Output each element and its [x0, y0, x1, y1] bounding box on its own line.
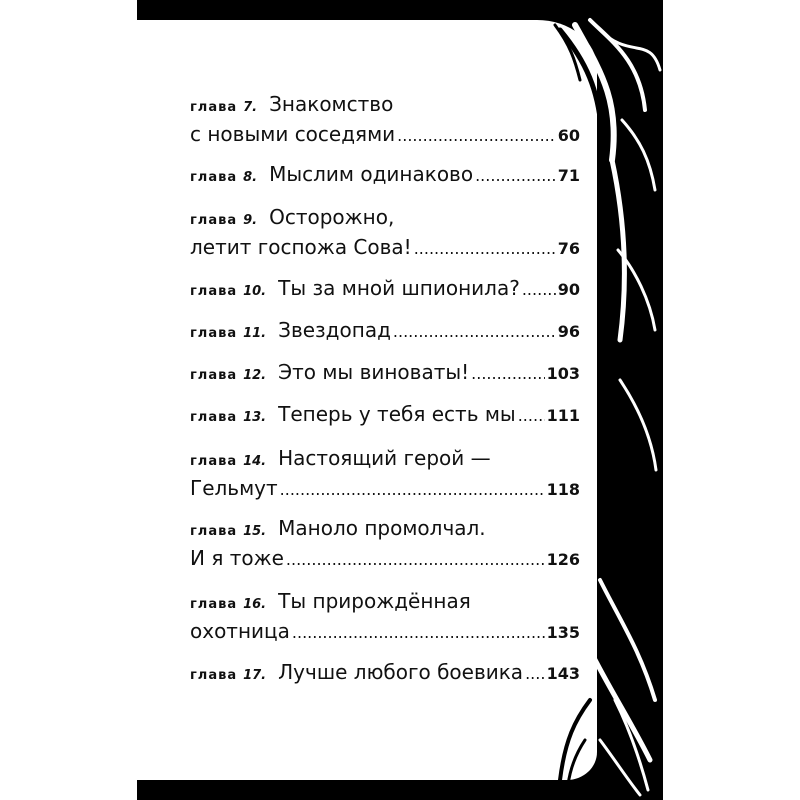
chapter-title: Ты прирождённая — [278, 589, 471, 613]
chapter-label: глава — [190, 213, 238, 228]
chapter-number: 16. — [243, 597, 267, 612]
toc-entry-14-line1 — [190, 446, 580, 476]
chapter-title: Теперь у тебя есть мы — [278, 402, 516, 426]
toc-entry-9-line1 — [190, 205, 580, 235]
chapter-title: Знакомство — [269, 92, 394, 116]
dot-leader — [475, 166, 556, 185]
toc-entry-11 — [190, 318, 580, 348]
chapter-number: 12. — [243, 368, 267, 383]
chapter-title-cont: охотница — [190, 619, 290, 643]
toc-entry-7-line1 — [190, 92, 580, 122]
chapter-title-cont: И я тоже — [190, 546, 284, 570]
chapter-title: Мыслим одинаково — [269, 162, 474, 186]
chapter-number: 9. — [243, 213, 258, 228]
dot-leader — [292, 623, 545, 642]
chapter-title-cont: Гельмут — [190, 476, 278, 500]
page-number: 103 — [546, 364, 580, 383]
chapter-number: 10. — [243, 284, 267, 299]
chapter-label: глава — [190, 170, 238, 185]
page-number: 111 — [546, 406, 580, 425]
chapter-label: глава — [190, 100, 238, 115]
chapter-number: 15. — [243, 524, 267, 539]
page-number: 76 — [557, 239, 580, 258]
chapter-label: глава — [190, 368, 238, 383]
toc-entry-15-line1 — [190, 516, 580, 546]
chapter-title: Настоящий герой — — [278, 446, 491, 470]
dot-leader — [518, 406, 545, 425]
chapter-number: 14. — [243, 454, 267, 469]
toc-entry-7-line2 — [190, 122, 580, 152]
chapter-number: 11. — [243, 326, 267, 341]
chapter-label: глава — [190, 284, 238, 299]
dot-leader — [522, 280, 556, 299]
page-number: 90 — [557, 280, 580, 299]
chapter-label: глава — [190, 454, 238, 469]
page-number: 126 — [546, 550, 580, 569]
dot-leader — [525, 664, 545, 683]
toc-entry-16-line1 — [190, 589, 580, 619]
dot-leader — [393, 322, 556, 341]
dot-leader — [414, 239, 556, 258]
toc-entry-10 — [190, 276, 580, 306]
chapter-number: 13. — [243, 410, 267, 425]
page-number: 71 — [557, 166, 580, 185]
chapter-number: 7. — [243, 100, 258, 115]
toc-entry-14-line2 — [190, 476, 580, 506]
dot-leader — [397, 126, 556, 145]
toc-entry-12 — [190, 360, 580, 390]
chapter-title: Ты за мной шпионила? — [278, 276, 520, 300]
chapter-title: Лучше любого боевика — [278, 660, 524, 684]
chapter-title-cont: с новыми соседями — [190, 122, 396, 146]
toc-entry-13 — [190, 402, 580, 432]
toc-entry-17 — [190, 660, 580, 690]
chapter-label: глава — [190, 524, 238, 539]
chapter-title: Осторожно, — [269, 205, 395, 229]
page-number: 143 — [546, 664, 580, 683]
toc-entry-16-line2 — [190, 619, 580, 649]
chapter-title: Звездопад — [278, 318, 391, 342]
chapter-title: Маноло промолчал. — [278, 516, 486, 540]
dot-leader — [280, 480, 545, 499]
chapter-title-cont: летит госпожа Сова! — [190, 235, 412, 259]
chapter-label: глава — [190, 597, 238, 612]
page-number: 96 — [557, 322, 580, 341]
dot-leader — [471, 364, 544, 383]
chapter-number: 8. — [243, 170, 258, 185]
page-number: 118 — [546, 480, 580, 499]
dot-leader — [286, 550, 545, 569]
page-number: 135 — [546, 623, 580, 642]
chapter-title: Это мы виноваты! — [278, 360, 470, 384]
toc-entry-8 — [190, 162, 580, 192]
toc-entry-15-line2 — [190, 546, 580, 576]
chapter-label: глава — [190, 326, 238, 341]
chapter-label: глава — [190, 668, 238, 683]
chapter-label: глава — [190, 410, 238, 425]
chapter-number: 17. — [243, 668, 267, 683]
page-number: 60 — [557, 126, 580, 145]
toc-entry-9-line2 — [190, 235, 580, 265]
